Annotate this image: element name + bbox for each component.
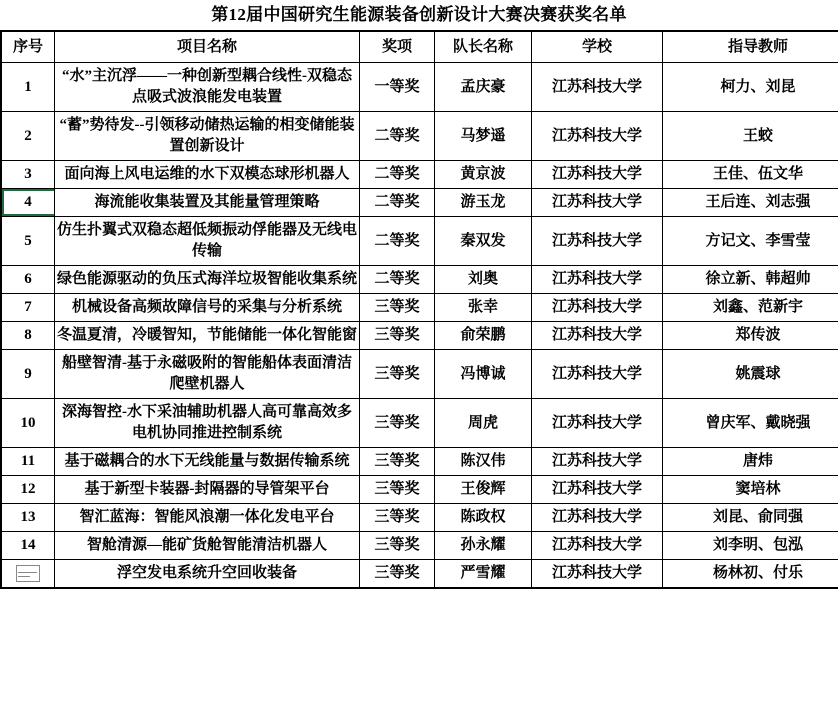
cell-teacher: 王佳、伍文华 [663,161,838,189]
cell-teacher: 王蛟 [663,112,838,161]
cell-project: 冬温夏清，冷暖智知，节能储能一体化智能窗 [55,322,360,350]
cell-no: 3 [1,161,55,189]
cell-school: 江苏科技大学 [532,63,663,112]
cell-award: 三等奖 [360,322,435,350]
table-row [1,161,838,189]
cell-school: 江苏科技大学 [532,112,663,161]
cell-leader: 俞荣鹏 [435,322,532,350]
table-row [1,399,838,448]
placeholder-image-icon [16,565,40,582]
table-row [1,189,838,217]
cell-award: 二等奖 [360,266,435,294]
table-row [1,476,838,504]
table-row [1,322,838,350]
cell-no: 10 [1,399,55,448]
cell-no: 11 [1,448,55,476]
cell-leader: 严雪耀 [435,560,532,589]
page-title: 第12届中国研究生能源装备创新设计大赛决赛获奖名单 [211,5,627,24]
table-body [1,63,838,589]
cell-teacher: 杨林初、付乐 [663,560,838,589]
cell-leader: 孟庆豪 [435,63,532,112]
cell-leader: 游玉龙 [435,189,532,217]
cell-project: 海流能收集装置及其能量管理策略 [55,189,360,217]
cell-teacher: 柯力、刘昆 [663,63,838,112]
cell-project: 面向海上风电运维的水下双模态球形机器人 [55,161,360,189]
column-header-project: 项目名称 [55,31,360,63]
table-row [1,63,838,112]
cell-no: 1 [1,63,55,112]
column-header-leader: 队长名称 [435,31,532,63]
cell-award: 二等奖 [360,112,435,161]
cell-leader: 陈政权 [435,504,532,532]
cell-school: 江苏科技大学 [532,504,663,532]
cell-project: “蓄”势待发--引领移动储热运输的相变储能装置创新设计 [55,112,360,161]
cell-teacher: 刘昆、俞同强 [663,504,838,532]
cell-school: 江苏科技大学 [532,322,663,350]
cell-no: 5 [1,217,55,266]
cell-leader: 刘奥 [435,266,532,294]
cell-teacher: 刘鑫、范新宇 [663,294,838,322]
cell-award: 三等奖 [360,560,435,589]
cell-award: 三等奖 [360,294,435,322]
cell-teacher: 方记文、李雪莹 [663,217,838,266]
cell-leader: 冯博诚 [435,350,532,399]
cell-no: 9 [1,350,55,399]
cell-no: 13 [1,504,55,532]
table-row [1,350,838,399]
cell-no: 4 [1,189,55,217]
cell-project: 基于磁耦合的水下无线能量与数据传输系统 [55,448,360,476]
cell-school: 江苏科技大学 [532,399,663,448]
column-header-school: 学校 [532,31,663,63]
cell-award: 二等奖 [360,189,435,217]
cell-no [1,560,55,589]
cell-school: 江苏科技大学 [532,560,663,589]
table-row [1,560,838,589]
cell-project: “水”主沉浮——一种创新型耦合线性-双稳态点吸式波浪能发电装置 [55,63,360,112]
cell-school: 江苏科技大学 [532,448,663,476]
cell-teacher: 曾庆军、戴晓强 [663,399,838,448]
cell-school: 江苏科技大学 [532,189,663,217]
cell-teacher: 刘李明、包泓 [663,532,838,560]
cell-leader: 陈汉伟 [435,448,532,476]
cell-school: 江苏科技大学 [532,161,663,189]
cell-leader: 孙永耀 [435,532,532,560]
cell-project: 船壁智清-基于永磁吸附的智能船体表面清洁爬壁机器人 [55,350,360,399]
cell-teacher: 唐炜 [663,448,838,476]
table-header [1,31,838,63]
cell-no: 12 [1,476,55,504]
cell-school: 江苏科技大学 [532,266,663,294]
cell-school: 江苏科技大学 [532,476,663,504]
cell-award: 三等奖 [360,476,435,504]
cell-award: 三等奖 [360,399,435,448]
cell-no: 6 [1,266,55,294]
award-list-table [0,30,838,589]
cell-leader: 张幸 [435,294,532,322]
table-row [1,448,838,476]
table-row [1,112,838,161]
cell-leader: 王俊辉 [435,476,532,504]
cell-school: 江苏科技大学 [532,350,663,399]
cell-teacher: 窦培林 [663,476,838,504]
cell-teacher: 徐立新、韩超帅 [663,266,838,294]
cell-project: 浮空发电系统升空回收装备 [55,560,360,589]
cell-school: 江苏科技大学 [532,217,663,266]
cell-no: 7 [1,294,55,322]
cell-award: 二等奖 [360,217,435,266]
table-row [1,504,838,532]
table-row [1,217,838,266]
cell-award: 三等奖 [360,532,435,560]
cell-project: 智舱清源—能矿货舱智能清洁机器人 [55,532,360,560]
cell-school: 江苏科技大学 [532,532,663,560]
cell-leader: 马梦遥 [435,112,532,161]
cell-project: 基于新型卡装器-封隔器的导管架平台 [55,476,360,504]
cell-project: 机械设备高频故障信号的采集与分析系统 [55,294,360,322]
cell-no: 8 [1,322,55,350]
cell-teacher: 王后连、刘志强 [663,189,838,217]
cell-award: 二等奖 [360,161,435,189]
cell-teacher: 姚震球 [663,350,838,399]
cell-award: 三等奖 [360,448,435,476]
cell-leader: 周虎 [435,399,532,448]
column-header-no: 序号 [1,31,55,63]
cell-school: 江苏科技大学 [532,294,663,322]
cell-award: 三等奖 [360,504,435,532]
cell-leader: 秦双发 [435,217,532,266]
cell-leader: 黄京波 [435,161,532,189]
column-header-award: 奖项 [360,31,435,63]
table-row [1,532,838,560]
table-header-row [1,31,838,63]
cell-teacher: 郑传波 [663,322,838,350]
cell-project: 仿生扑翼式双稳态超低频振动俘能器及无线电传输 [55,217,360,266]
table-row [1,294,838,322]
cell-no: 2 [1,112,55,161]
cell-award: 一等奖 [360,63,435,112]
table-row [1,266,838,294]
cell-award: 三等奖 [360,350,435,399]
cell-project: 深海智控-水下采油辅助机器人高可靠高效多电机协同推进控制系统 [55,399,360,448]
cell-project: 智汇蓝海：智能风浪潮一体化发电平台 [55,504,360,532]
column-header-teacher: 指导教师 [663,31,838,63]
cell-project: 绿色能源驱动的负压式海洋垃圾智能收集系统 [55,266,360,294]
cell-no: 14 [1,532,55,560]
